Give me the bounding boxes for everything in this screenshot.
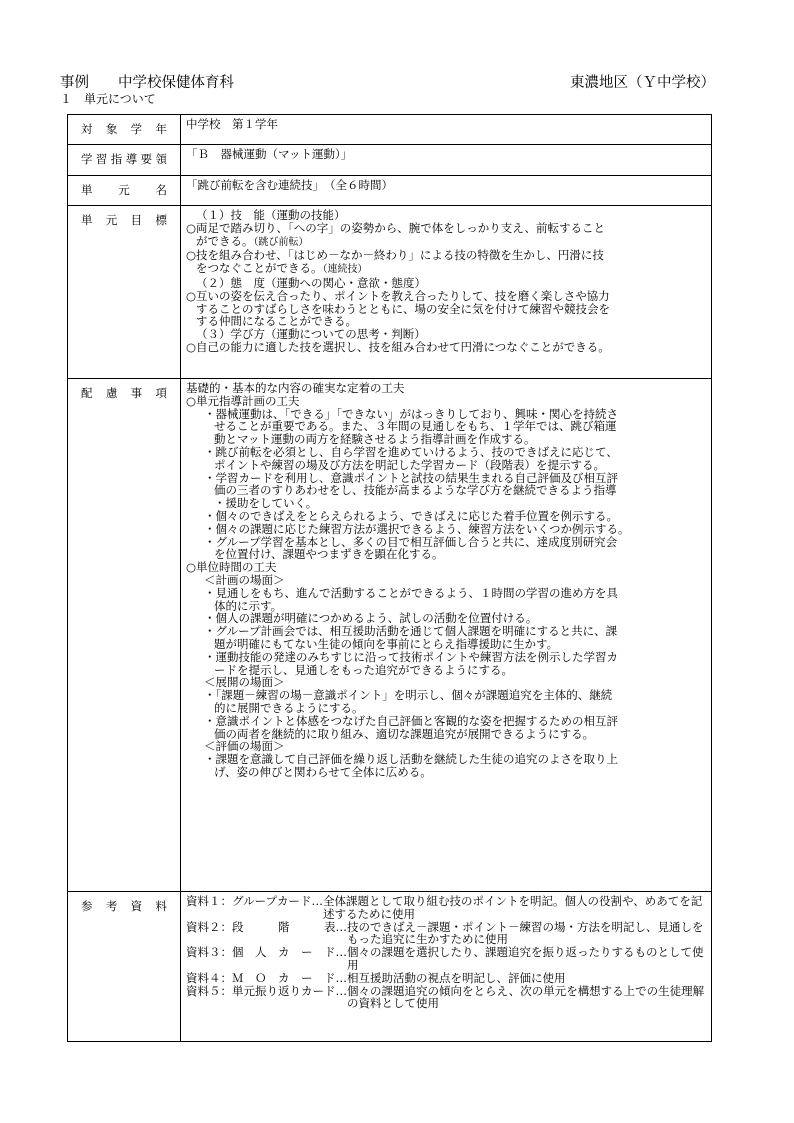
consideration-line: ・グループ学習を基本とし、多くの目で相互評価し合うと共に、達成度別研究会 — [204, 534, 618, 549]
consideration-line: ・意識ポイントと体感をつなげた自己評価と客観的な姿を把握するための相互評 — [204, 713, 618, 728]
value-unit-name: 「跳び前転を含む連続技」 （全６時間） — [181, 176, 712, 206]
consideration-line: ＜計画の場面＞ — [204, 572, 285, 587]
reference-item — [186, 921, 707, 947]
value-guideline: 「Ｂ 器械運動（マット運動）」 — [181, 145, 712, 176]
row-target-grade — [68, 115, 712, 145]
goal-line: ができる。 — [196, 233, 254, 248]
header-subject: 事例 中学校保健体育科 — [60, 75, 234, 91]
label-unit-goals: 単元目標 — [81, 213, 167, 227]
row-unit-name — [68, 176, 712, 206]
reference-item — [186, 946, 707, 972]
consideration-line: ・個人の課題が明確につかめるよう、試しの活動を位置付ける。 — [204, 611, 538, 626]
goal-line: をつなぐことができる。 — [196, 261, 323, 276]
unit-table — [67, 114, 712, 1042]
consideration-line: を位置付け、課題やつまずきを顕在化する。 — [214, 547, 444, 562]
label-guideline: 学習指導要領 — [81, 152, 167, 166]
consideration-line: ・跳び前転を必須とし、自ら学習を進めていけるよう、技のできばえに応じて、 — [204, 444, 618, 459]
consideration-line: ・運動技能の発達のみちすじに沿って技術ポイントや練習方法を例示した学習カ — [204, 649, 618, 664]
consideration-line: ・グループ計画会では、相互援助活動を通じて個人課題を明確にすると共に、課 — [204, 624, 618, 639]
goal-line: （１）技 能（運動の技能） — [196, 208, 346, 222]
consideration-line: ＜評価の場面＞ — [204, 739, 285, 754]
goal-line: する仲間になることができる。 — [196, 314, 357, 329]
consideration-line: げ、姿の伸びと関わらせて全体に広める。 — [214, 764, 432, 779]
consideration-line: ・援助をしていく。 — [214, 496, 318, 511]
consideration-line: ・課題を意識して自己評価を繰り返し活動を継続した生徒の追究のよさを取り上 — [204, 752, 618, 767]
consideration-line: ポイントや練習の場及び方法を明記した学習カード（段階表）を提示する。 — [214, 457, 605, 472]
row-guideline — [68, 145, 712, 176]
goal-line: （２）態 度（運動への関心・意欲・態度） — [196, 275, 426, 290]
value-target-grade: 中学校 第１学年 — [181, 115, 712, 145]
consideration-line: ードを提示し、見通しをもった追究ができるようにする。 — [214, 662, 513, 677]
consideration-line: 価の三者のすりあわせをし、技能が高まるような学び方を継続できるよう指導 — [214, 483, 617, 498]
reference-item — [186, 972, 707, 985]
reference-key: 資料３：個 人 カ ー ド… — [186, 945, 347, 960]
consideration-line: 体的に示す。 — [214, 598, 283, 613]
reference-key: 資料５：単元振り返りカード… — [186, 983, 347, 998]
consideration-line: せることが重要である。また、３年間の見通しをもち、１学年では、跳び箱運 — [214, 419, 617, 434]
reference-text: 全体課題として取り組む技のポイントを明記。個人の役割や、めあてを記述するために使用 — [322, 894, 703, 921]
goal-line: ○自己の能力に適した技を選択し、技を組み合わせて円滑につなぐことができる。 — [186, 339, 610, 354]
consideration-line: ・個々のできばえをとらえられるよう、できばえに応じた着手位置を例示する。 — [204, 508, 618, 523]
reference-text: 相互援助活動の視点を明記し、評価に使用 — [347, 970, 566, 985]
header-school: 東濃地区（Ｙ中学校） — [570, 75, 715, 91]
value-considerations — [181, 379, 712, 892]
consideration-line: ・「課題－練習の場－意識ポイント」を明示し、個々が課題追究を主体的、継続 — [204, 688, 613, 703]
consideration-line: ・見通しをもち、進んで活動することができるよう、１時間の学習の進め方を具 — [204, 585, 618, 600]
label-considerations: 配慮事項 — [81, 386, 167, 400]
consideration-line: ・学習カードを利用し、意識ポイントと試技の結果生まれる自己評価及び相互評 — [204, 470, 618, 485]
section-title: １ 単元について — [60, 92, 156, 106]
reference-item — [186, 985, 707, 1011]
reference-key: 資料４：Ｍ Ｏ カ ー ド… — [186, 970, 347, 985]
consideration-line: 基礎的・基本的な内容の確実な定着の工夫 — [186, 381, 405, 395]
consideration-line: 動とマット運動の両方を経験させるよう指導計画を作成する。 — [214, 432, 536, 447]
reference-text: 技のできばえ－課題・ポイント－練習の場・方法を明記し、見通しをもった追究に生かすために使用 — [347, 919, 704, 947]
row-references — [68, 892, 712, 1042]
reference-key: 資料２：段 階 表… — [186, 919, 347, 934]
reference-key: 資料１：グループカード… — [186, 894, 323, 908]
label-unit-name: 単元名 — [81, 183, 167, 197]
value-references — [181, 892, 712, 1042]
label-target-grade: 対象学年 — [81, 122, 167, 136]
reference-item — [186, 895, 707, 921]
consideration-line: ○単元指導計画の工夫 — [186, 393, 300, 408]
goal-line: することのすばらしさを味わうとともに、場の安全に気を付けて練習や競技会を — [196, 301, 610, 316]
consideration-line: 題が明確にもてない生徒の傾向を事前にとらえ指導援助に生かす。 — [214, 636, 559, 651]
consideration-line: ・個々の課題に応じた練習方法が選択できるよう、練習方法をいくつか例示する。 — [204, 521, 630, 536]
consideration-line: 的に展開できるようにする。 — [214, 700, 364, 715]
label-references: 参考資料 — [81, 899, 167, 913]
row-considerations — [68, 379, 712, 892]
reference-text: 個々の課題追究の傾向をとらえ、次の単元を構想する上での生徒理解の資料として使用 — [347, 983, 705, 1011]
row-unit-goals — [68, 206, 712, 379]
consideration-line: ・器械運動は、「できる」「できない」がはっきりしており、興味・関心を持続さ — [204, 406, 618, 421]
goal-line: （３）学び方（運動についての思考・判断） — [196, 327, 426, 342]
value-unit-goals — [181, 206, 712, 379]
goal-line: （跳び前転） — [253, 236, 309, 248]
reference-text: 個々の課題を選択したり、課題追究を振り返ったりするものとして使用 — [347, 945, 704, 972]
consideration-line: 価の両者を継続的に取り組み、適切な課題追究が展開できるようにする。 — [214, 726, 595, 741]
consideration-line: ○単位時間の工夫 — [186, 560, 277, 575]
goal-line: （連続技） — [322, 264, 368, 276]
consideration-line: ＜展開の場面＞ — [204, 675, 285, 690]
goal-line: ○技を組み合わせ、「はじめ－なか－終わり」による技の特徴を生かし、円滑に技 — [186, 248, 604, 263]
goal-line: ○両足で踏み切り、「への字」の姿勢から、腕で体をしっかり支え、前転すること — [186, 220, 605, 235]
goal-line: ○互いの姿を伝え合ったり、ポイントを教え合ったりして、技を磨く楽しさや協力 — [186, 288, 610, 303]
